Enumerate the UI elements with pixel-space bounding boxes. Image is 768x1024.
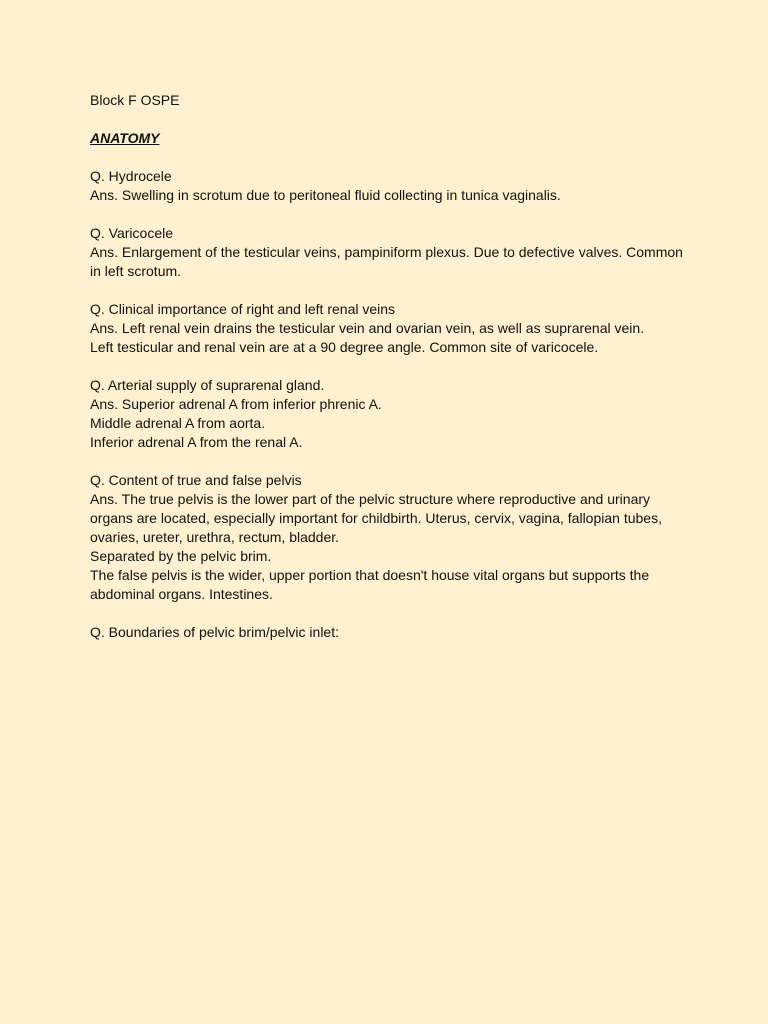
qa-block-hydrocele: [90, 167, 708, 205]
question-text: Q. Arterial supply of suprarenal gland.: [90, 377, 325, 393]
answer-line: organs are located, especially important for childbirth. Uterus, cervix, vagina, fallopian tubes,: [90, 510, 662, 526]
qa-block-renal-veins: [90, 300, 708, 357]
question-text: Q. Clinical importance of right and left renal veins: [90, 301, 396, 317]
question-text: Q. Varicocele: [90, 225, 173, 241]
question-text: Q. Hydrocele: [90, 168, 172, 184]
answer-line: Inferior adrenal A from the renal A.: [90, 434, 303, 450]
qa-block-suprarenal-supply: [90, 376, 708, 452]
answer-line: Ans. Superior adrenal A from inferior phrenic A.: [90, 396, 382, 412]
answer-line: Ans. Enlargement of the testicular veins, pampiniform plexus. Due to defective valves. Common: [90, 244, 683, 260]
answer-line: Ans. Left renal vein drains the testicular vein and ovarian vein, as well as suprarenal vein.: [90, 320, 645, 336]
spacer: [90, 110, 708, 129]
qa-block-pelvic-brim: [90, 623, 708, 642]
answer-line: Ans. The true pelvis is the lower part of the pelvic structure where reproductive and urinary: [90, 491, 651, 507]
question-text: Q. Boundaries of pelvic brim/pelvic inlet:: [90, 624, 339, 640]
answer-line: ovaries, ureter, urethra, rectum, bladder.: [90, 529, 340, 545]
answer-line: Middle adrenal A from aorta.: [90, 415, 266, 431]
answer-line: Separated by the pelvic brim.: [90, 548, 272, 564]
answer-line: Left testicular and renal vein are at a 90 degree angle. Common site of varicocele.: [90, 339, 599, 355]
document-title: Block F OSPE: [90, 92, 180, 108]
answer-line: in left scrotum.: [90, 263, 182, 279]
qa-block-pelvis-content: [90, 471, 708, 604]
question-text: Q. Content of true and false pelvis: [90, 472, 302, 488]
section-heading: ANATOMY: [90, 130, 160, 146]
qa-block-varicocele: [90, 224, 708, 281]
answer-line: The false pelvis is the wider, upper portion that doesn't house vital organs but supports the: [90, 567, 650, 583]
answer-line: abdominal organs. Intestines.: [90, 586, 273, 602]
answer-line: Ans. Swelling in scrotum due to peritoneal fluid collecting in tunica vaginalis.: [90, 187, 561, 203]
